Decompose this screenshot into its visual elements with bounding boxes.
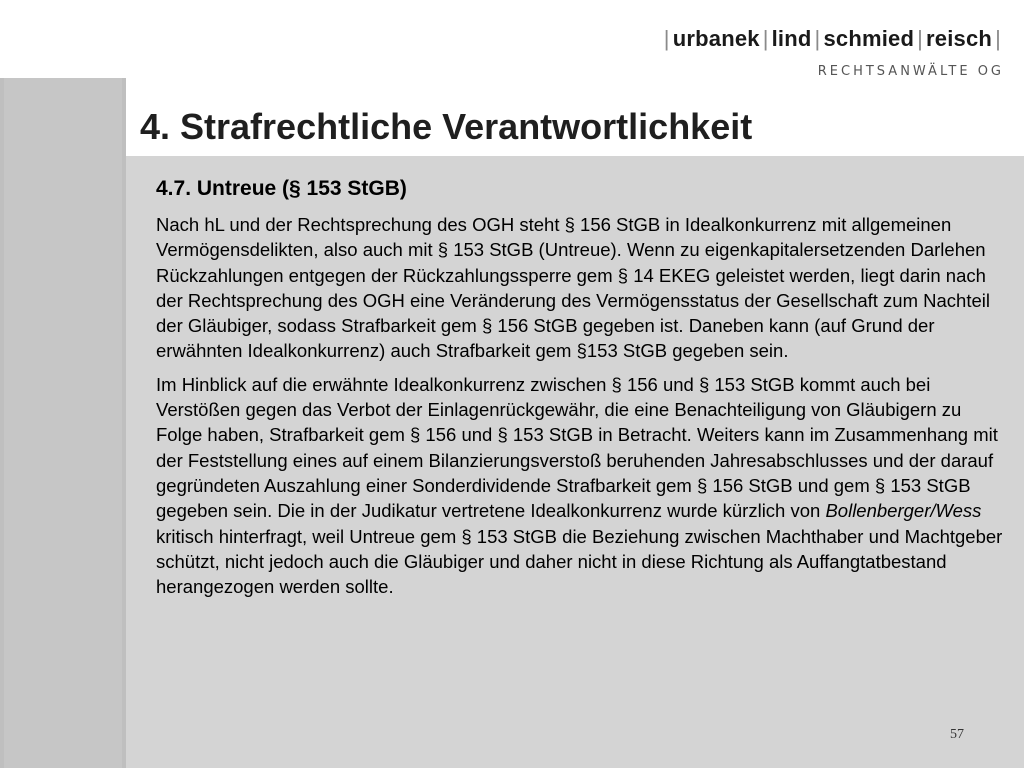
logo-separator: | <box>663 26 670 51</box>
paragraph-2-part-1: Im Hinblick auf die erwähnte Idealkonkurrenz zwischen § 156 und § 153 StGB kommt auch bei Verstößen gegen das Verbot der Einlagenrückgewähr, die eine Benachteiligung von Gläubigern zu Folge haben, Strafbarkeit gem § 156 und § 153 StGB in Betracht. Weiters kann im Zusammenhang mit der Feststellung eines auf einem Bilanzierungsverstoß beruhenden Jahresabschlusses und der darauf gegründeten Auszahlung einer Sonderdividende Strafbarkeit gem § 156 StGB und gem § 153 StGB gegeben sein. Die in der Judikatur vertretene Idealkonkurrenz wurde kürzlich von <box>156 373 998 522</box>
logo-name-reisch: reisch <box>926 26 993 51</box>
section-heading: 4.7. Untreue (§ 153 StGB) <box>156 177 407 200</box>
logo-separator: | <box>814 26 821 51</box>
body-text <box>156 176 1012 607</box>
left-decorative-bar-inner <box>4 78 122 768</box>
logo-name-schmied: schmied <box>823 26 915 51</box>
logo-name-urbanek: urbanek <box>672 26 760 51</box>
logo-name-lind: lind <box>771 26 812 51</box>
firm-logo <box>661 26 1004 79</box>
page-title: 4. Strafrechtliche Verantwortlichkeit <box>140 106 753 147</box>
logo-separator: | <box>762 26 769 51</box>
paragraph-2-part-2: kritisch hinterfragt, weil Untreue gem § 153 StGB die Beziehung zwischen Machthaber und Machtgeber schützt, nicht jedoch auch die Gläubiger und daher nicht in diese Richtung als Auffangtatbestand herangezogen werden sollte. <box>156 525 1003 598</box>
firm-logo-subtitle: RECHTSANWÄLTE OG <box>817 64 1004 79</box>
firm-logo-names <box>661 26 1004 52</box>
paragraph-1: Nach hL und der Rechtsprechung des OGH steht § 156 StGB in Idealkonkurrenz mit allgemeinen Vermögensdelikten, also auch mit § 153 StGB (Untreue). Wenn zu eigenkapitalersetzenden Darlehen Rückzahlungen entgegen der Rückzahlungssperre gem § 14 EKEG geleistet werden, liegt darin nach der Rechtsprechung des OGH eine Veränderung des Vermögensstatus der Gesellschaft zum Nachteil der Gläubiger, sodass Strafbarkeit gem § 156 StGB gegeben ist. Daneben kann (auf Grund der erwähnten Idealkonkurrenz) auch Strafbarkeit gem §153 StGB gegeben sein. <box>156 214 990 362</box>
paragraph-2 <box>156 372 1012 600</box>
page-number: 57 <box>950 727 964 742</box>
logo-separator: | <box>917 26 924 51</box>
logo-separator: | <box>995 26 1001 51</box>
left-decorative-bar <box>0 78 126 768</box>
paragraph-2-author-citation: Bollenberger/Wess <box>825 500 982 522</box>
